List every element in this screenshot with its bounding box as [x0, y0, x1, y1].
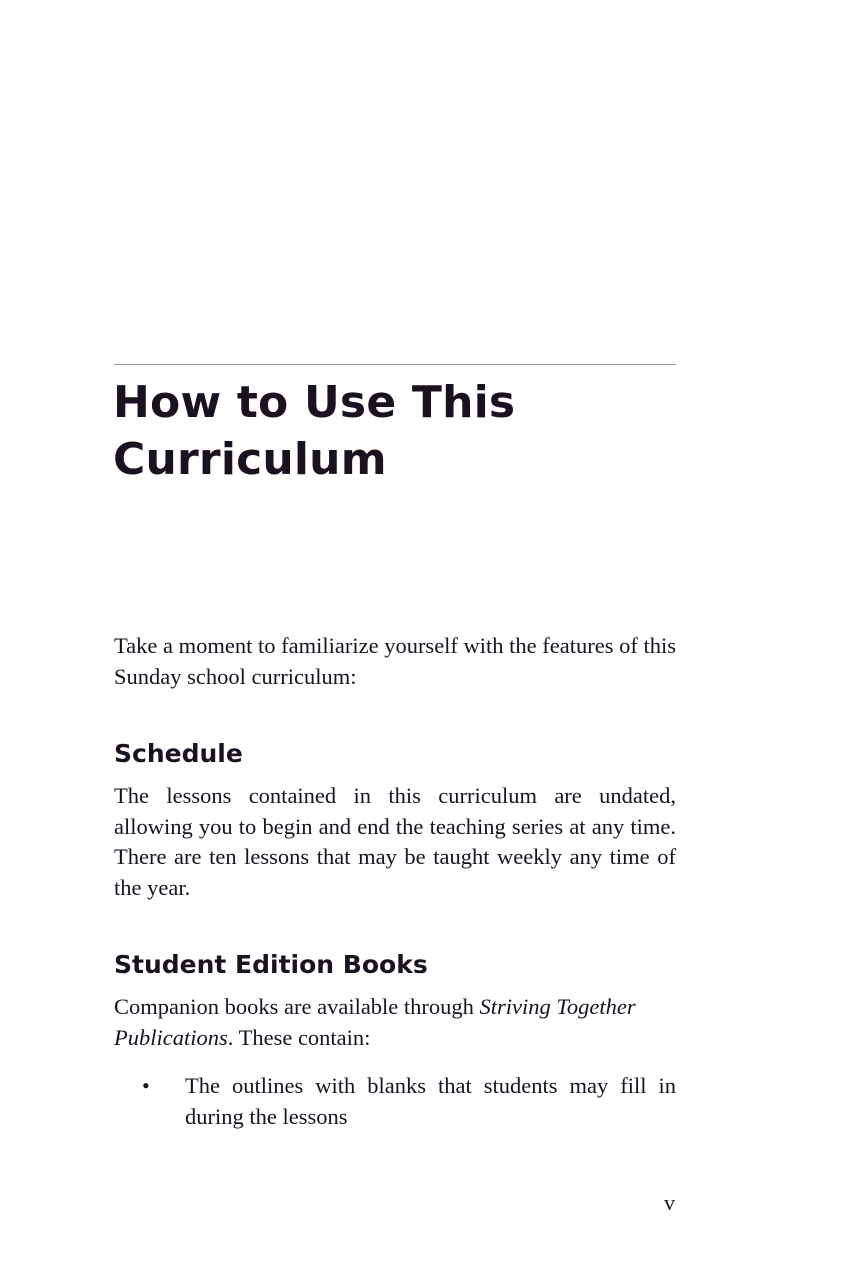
- intro-paragraph: Take a moment to familiarize yourself with the features of this Sunday school curriculum:: [114, 633, 676, 689]
- page-title: How to Use This Curriculum: [113, 377, 516, 485]
- student-edition-bullet-list: [114, 1071, 676, 1132]
- bullet-text: The outlines with blanks that students may fill in during the lessons: [185, 1073, 676, 1129]
- student-edition-paragraph: [114, 992, 676, 1053]
- section-heading-student-edition-books: Student Edition Books: [114, 950, 428, 979]
- page-number: v: [664, 1190, 675, 1215]
- title-divider: [114, 364, 676, 365]
- bullet-dot-icon: •: [142, 1073, 150, 1098]
- schedule-paragraph: The lessons contained in this curriculum are undated, allowing you to begin and end the teaching series at any time. There are ten lessons that may be taught weekly any time of the year.: [114, 783, 676, 900]
- publisher-name: Striving Together Publications: [114, 994, 636, 1050]
- list-item: [114, 1071, 676, 1132]
- section-heading-schedule: Schedule: [114, 739, 243, 768]
- student-edition-text-after: . These contain:: [227, 1024, 371, 1050]
- student-edition-text-before: Companion books are available through: [114, 994, 480, 1019]
